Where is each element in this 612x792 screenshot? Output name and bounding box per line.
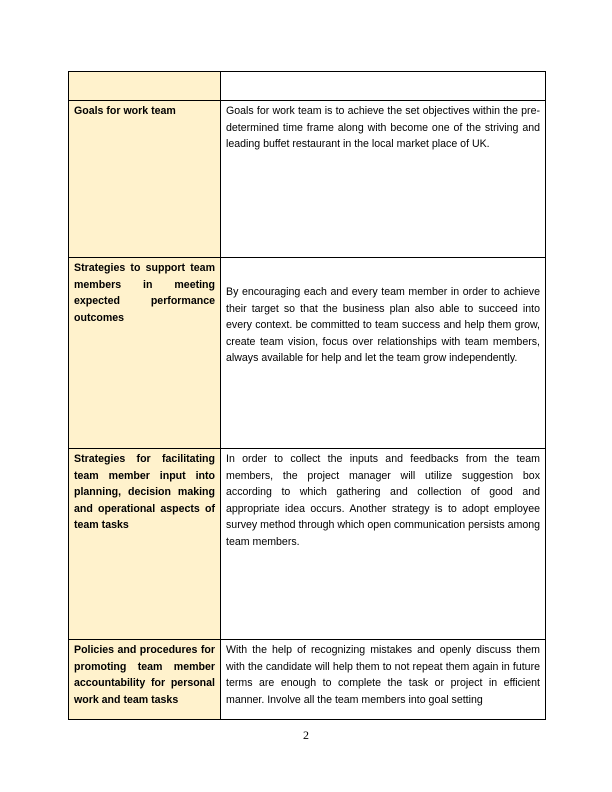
accountability-policies-text: With the help of recognizing mistakes and openly discuss them with the candidate will help them to not repeat them again in future terms are enough to complete the task or project in efficient manner. Involve all the team members into goal setting xyxy=(221,640,546,720)
header-value-cell xyxy=(221,72,546,101)
team-strategy-table xyxy=(68,71,546,720)
accountability-policies-label: Policies and procedures for promoting team member accountability for personal work and team tasks xyxy=(69,640,221,720)
table-row-header xyxy=(69,72,546,101)
support-strategies-label: Strategies to support team members in meeting expected performance outcomes xyxy=(69,258,221,449)
page-number: 2 xyxy=(303,728,309,742)
input-strategies-label: Strategies for facilitating team member input into planning, decision making and operational aspects of team tasks xyxy=(69,449,221,640)
goals-label: Goals for work team xyxy=(69,101,221,258)
table-row-accountability-policies xyxy=(69,640,546,720)
table-row-support-strategies xyxy=(69,258,546,449)
goals-text: Goals for work team is to achieve the set objectives within the pre-determined time frame along with become one of the striving and leading buffet restaurant in the local market place of UK. xyxy=(221,101,546,258)
input-strategies-text: In order to collect the inputs and feedbacks from the team members, the project manager will utilize suggestion box according to which gathering and collection of good and appropriate idea occurs. Another strategy is to adopt employee survey method through which open communication persists among team members. xyxy=(221,449,546,640)
table-row-goals xyxy=(69,101,546,258)
table-row-input-strategies xyxy=(69,449,546,640)
support-strategies-text: By encouraging each and every team member in order to achieve their target so that the business plan also able to succeed into every context. be committed to team success and help them grow, create team vision, focus over relationships with team members, always available for help and let the team grow independently. xyxy=(221,258,546,449)
header-label-cell xyxy=(69,72,221,101)
